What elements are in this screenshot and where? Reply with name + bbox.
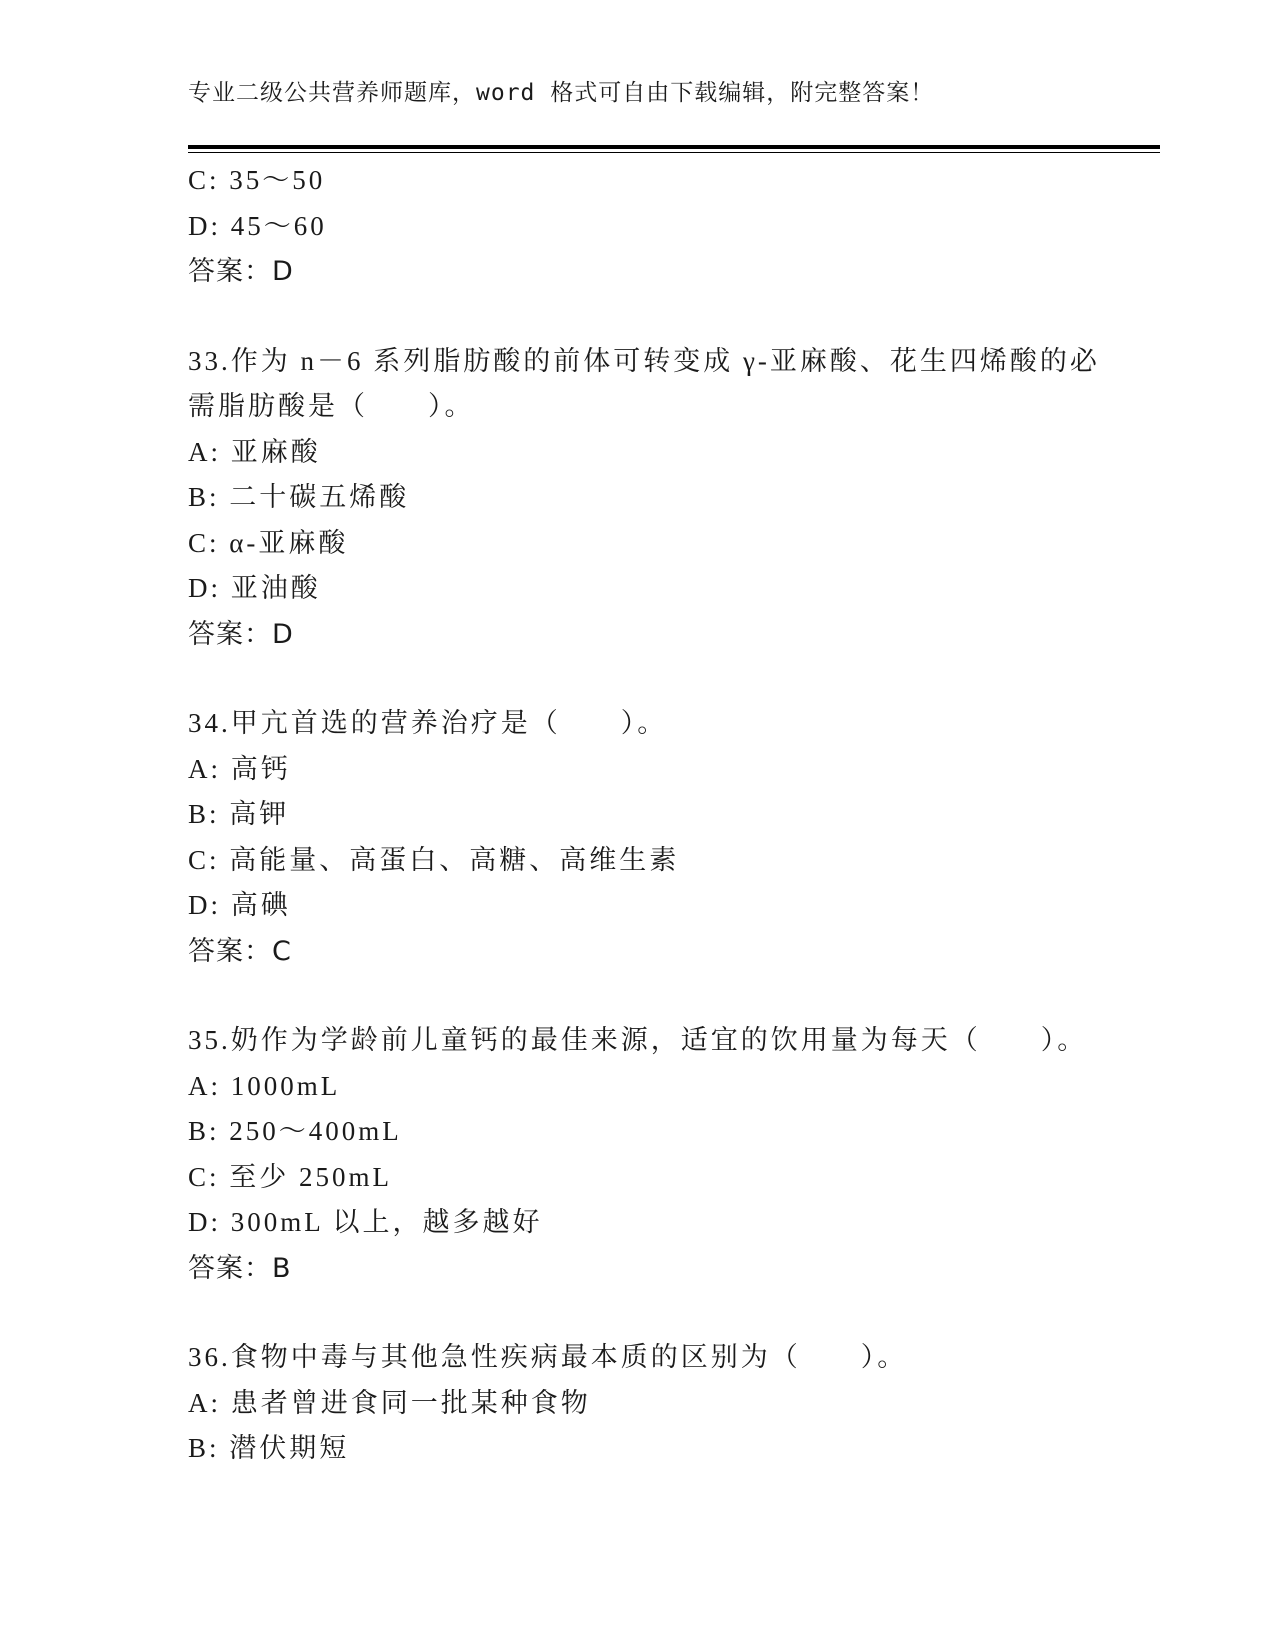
- question-text: 34.甲亢首选的营养治疗是（ ）。: [188, 708, 668, 738]
- question-text: 35.奶作为学龄前儿童钙的最佳来源，适宜的饮用量为每天（ ）。: [188, 1025, 1088, 1055]
- answer-line: 答案：D: [188, 618, 294, 650]
- option-b: B: 潜伏期短: [188, 1433, 350, 1463]
- option-a: A: 亚麻酸: [188, 436, 321, 467]
- option-d: D: 亚油酸: [188, 573, 321, 603]
- question-list: [188, 158, 1148, 1472]
- question-text: 33.作为 n－6 系列脂肪酸的前体可转变成 γ-亚麻酸、花生四烯酸的必: [188, 345, 1100, 376]
- option-a: A: 患者曾进食同一批某种食物: [188, 1387, 591, 1418]
- answer-line: 答案：C: [188, 935, 292, 967]
- option-b: B: 二十碳五烯酸: [188, 482, 410, 512]
- page-header: 专业二级公共营养师题库，word 格式可自由下载编辑，附完整答案！: [188, 80, 935, 106]
- option-d: D: 45～60: [188, 210, 327, 241]
- option-c: C: 35～50: [188, 165, 326, 195]
- option-c: C: 高能量、高蛋白、高糖、高维生素: [188, 844, 680, 875]
- question-35: [188, 1018, 1148, 1291]
- answer-line: 答案：B: [188, 1252, 292, 1284]
- question-36: [188, 1335, 1148, 1472]
- option-c: C: 至少 250mL: [188, 1161, 393, 1192]
- option-d: D: 高碘: [188, 890, 291, 920]
- option-b: B: 250～400mL: [188, 1116, 402, 1146]
- option-d: D: 300mL 以上，越多越好: [188, 1207, 543, 1237]
- option-a: A: 1000mL: [188, 1070, 341, 1101]
- question-text: 36.食物中毒与其他急性疾病最本质的区别为（ ）。: [188, 1342, 908, 1372]
- header-rule-thin: [188, 152, 1160, 153]
- question-34: [188, 701, 1148, 974]
- question-text: 需脂肪酸是（ ）。: [188, 391, 475, 421]
- option-b: B: 高钾: [188, 799, 290, 829]
- answer-line: 答案：D: [188, 256, 294, 287]
- option-a: A: 高钙: [188, 753, 291, 784]
- header-rule-thick: [188, 145, 1160, 149]
- question-33: [188, 339, 1148, 658]
- option-c: C: α-亚麻酸: [188, 527, 349, 558]
